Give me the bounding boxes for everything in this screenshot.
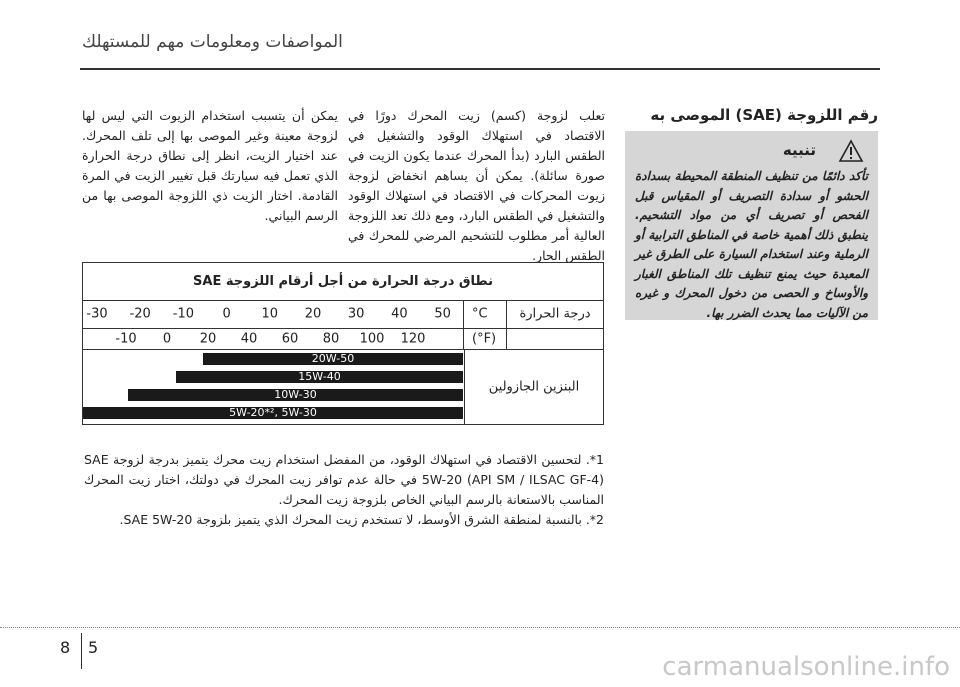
warning-triangle-icon (838, 139, 864, 163)
caution-body: تأكد دائمًا من تنظيف المنطقة المحيطة بسدادة الحشو أو سدادة التصريف أو المقياس قبل الفحص أو تصريف أي من مواد التشحيم. ينطبق ذلك أهمية خاصة في المناطق الترابية أو الرملية وعند استخدام السيارة على الطرق غير المعبدة حيث يمنع تنظيف تلك المناطق الغبار والأوساخ و الحصى من دخول المحرك و غيره من الآليات مما يحدث الضرر بها. (635, 169, 868, 320)
tick-label: 60 (281, 331, 299, 346)
tick-label: 30 (347, 306, 365, 322)
viscosity-bar-15w-40: 15W-40 (176, 371, 463, 383)
tick-label: 120 (400, 331, 426, 346)
tick-label: 50 (434, 306, 451, 322)
tick-label: 40 (391, 306, 408, 322)
page-header-title: المواصفات ومعلومات مهم للمستهلك (82, 32, 343, 52)
celsius-row (83, 300, 603, 329)
tick-label: 40 (240, 331, 258, 346)
temperature-label: درجة الحرارة (519, 306, 591, 322)
viscosity-bar-20w-50: 20W-50 (203, 353, 463, 365)
footnote-1: 1*. لتحسين الاقتصاد في استهلاك الوقود، من المفضل استخدام زيت محرك يتميز بدرجة لزوجة SAE 5W-20 (API SM / ILSAC GF-4) في حالة عدم توافر زيت المحرك في دولتك، اختار زيت المحرك المناسب بالاستعانة بالرسم البياني الخاص بلزوجة زيت المحرك. (84, 452, 604, 507)
celsius-scale (83, 300, 463, 328)
gasoline-label: البنزين الجازولين (464, 350, 603, 424)
tick-label: -10 (115, 331, 137, 346)
footer-divider (0, 627, 960, 628)
viscosity-bar-5w-20-5w-30: 5W-20*², 5W-30 (83, 407, 463, 419)
viscosity-selection-paragraph: يمكن أن يتسبب استخدام الزيوت التي ليس لها لزوجة معينة وغير الموصى بها إلى تلف المحرك. عند اختيار الزيت، انظر إلى نطاق درجة الحرارة الذي تعمل فيه سيارتك قبل تغيير الزيت في المرة القادمة. اختار الزيت ذي اللزوجة الموصى بها من الرسم البياني. (82, 108, 338, 223)
viscosity-intro-paragraph: تعلب لزوجة (كسم) زيت المحرك دورًا في الاقتصاد في استهلاك الوقود والتشغيل في الطقس البارد (بدأ المحرك عندما يكون الزيت في صورة سائلة). يمكن أن يساهم انخفاض لزوجة زيوت المحركات في الاقتصاد في استهلاك الوقود والتشغيل في الطقس البارد، ومع ذلك تعد اللزوجة العالية أمر مطلوب للتشحيم المرضي للمحرك في الطقس الحار. (348, 108, 605, 263)
chapter-number: 8 (60, 638, 71, 657)
tick-label: -10 (172, 306, 195, 322)
section-title: رقم اللزوجة (SAE) الموصى به (650, 106, 878, 124)
viscosity-bar-10w-30: 10W-30 (128, 389, 463, 401)
tick-label: 20 (304, 306, 322, 322)
tick-label: -30 (86, 306, 108, 322)
tick-label: 100 (359, 331, 385, 346)
footnote-2: 2*. بالنسبة لمنطقة الشرق الأوسط، لا تستخدم زيت المحرك الذي يتميز بلزوجة SAE 5W-20. (119, 512, 604, 527)
caution-title: تنبيه (782, 141, 816, 159)
viscosity-bars (83, 350, 465, 424)
tick-label: 10 (261, 306, 279, 322)
fahrenheit-unit: (°F) (472, 331, 497, 346)
tick-label: 20 (199, 331, 217, 346)
page-number-divider (81, 633, 82, 669)
tick-label: 80 (322, 331, 340, 346)
tick-label: 0 (162, 331, 172, 346)
header-divider (80, 68, 880, 70)
fahrenheit-row (83, 328, 603, 350)
watermark: carmanualsonline.info (662, 652, 950, 682)
viscosity-temperature-table (82, 262, 604, 425)
table-title: نطاق درجة الحرارة من أجل أرقام اللزوجة SAE (83, 263, 603, 301)
tick-label: -20 (129, 306, 151, 322)
fahrenheit-scale (83, 328, 463, 349)
caution-box (625, 131, 878, 320)
page-number: 5 (88, 638, 99, 657)
celsius-unit: °C (472, 306, 488, 322)
tick-label: 0 (222, 306, 231, 322)
